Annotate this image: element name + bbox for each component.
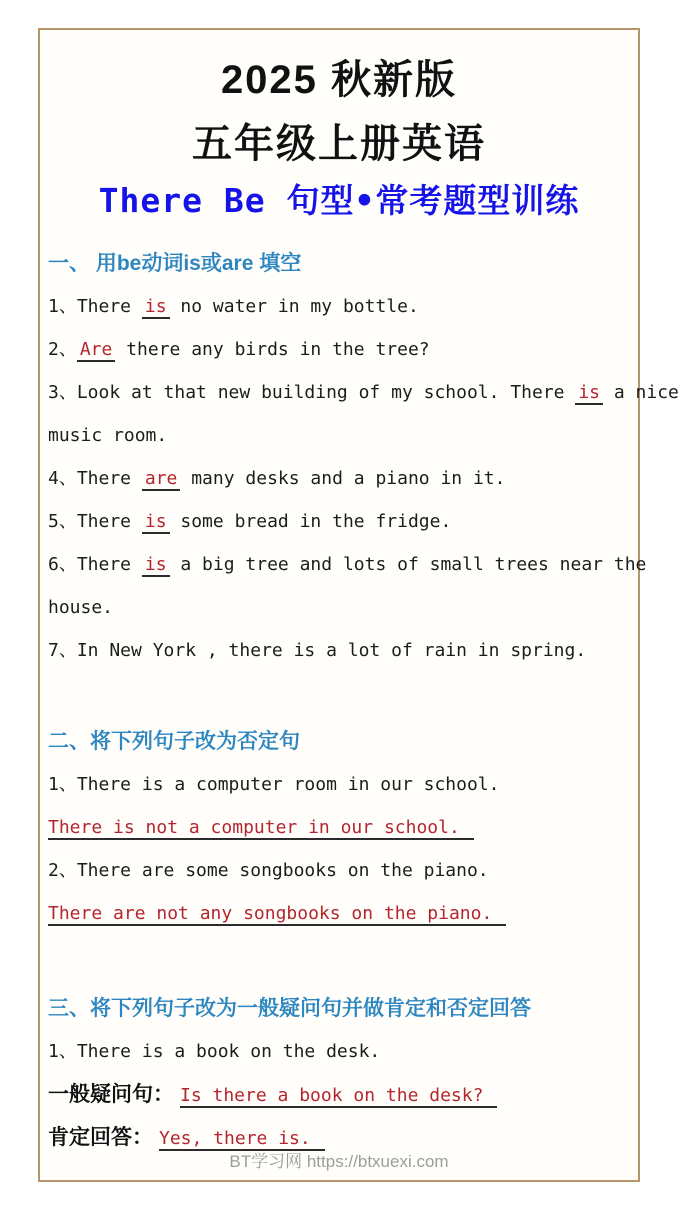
text-line <box>48 763 638 806</box>
sentence-text: some bread in the fridge. <box>169 511 452 532</box>
sentence-text: 3、Look at that new building of my school. There <box>48 382 576 403</box>
sentence-text: 1、There is a book on the desk. <box>48 1041 381 1062</box>
answer-line: Yes, there is. <box>159 1128 325 1151</box>
page-title-line2: 五年级上册英语 <box>192 122 486 166</box>
page-title-line1: 2025 秋新版 <box>220 58 458 102</box>
text-line <box>48 629 638 672</box>
sentence-text: music room. <box>48 425 168 446</box>
sentence-text: 7、In New York , there is a lot of rain in spring. <box>48 640 587 661</box>
sentence-text: 5、There <box>48 511 142 532</box>
sentence-text: house. <box>48 597 114 618</box>
sentence-text: 2、There are some songbooks on the piano. <box>48 860 489 881</box>
section <box>48 987 638 1159</box>
answer-inline: is <box>142 296 170 319</box>
footer-watermark: BT学习网 https://btxuexi.com <box>229 1152 449 1171</box>
sentence-text: no water in my bottle. <box>169 296 419 317</box>
answer-label: 一般疑问句： <box>48 1083 174 1106</box>
text-line <box>48 892 638 935</box>
answer-inline: is <box>142 554 170 577</box>
text-line <box>48 543 647 586</box>
page-subtitle: There Be 句型•常考题型训练 <box>98 181 580 220</box>
answer-line: There are not any songbooks on the piano. <box>48 903 506 926</box>
text-line <box>48 285 638 328</box>
answer-line: There is not a computer in our school. <box>48 817 474 840</box>
sentence-text: 1、There is a computer room in our school. <box>48 774 500 795</box>
worksheet-page <box>38 28 679 1182</box>
section <box>48 242 679 672</box>
sentence-text: a nice <box>603 382 679 403</box>
answer-inline: are <box>142 468 181 491</box>
text-line <box>48 500 638 543</box>
sections <box>40 242 679 1159</box>
section-heading: 三、将下列句子改为一般疑问句并做肯定和否定回答 <box>48 997 531 1020</box>
section-heading: 一、 用be动词is或are 填空 <box>48 252 302 275</box>
title-block <box>40 56 638 220</box>
text-line <box>48 414 638 457</box>
sentence-text: 6、There <box>48 554 142 575</box>
text-line <box>48 849 638 892</box>
sentence-text: there any birds in the tree? <box>115 339 430 360</box>
sentence-text: 4、There <box>48 468 142 489</box>
sentence-text: 2、 <box>48 339 77 360</box>
answer-inline: is <box>142 511 170 534</box>
answer-inline: Are <box>77 339 116 362</box>
text-line <box>48 328 638 371</box>
text-line <box>48 586 638 629</box>
text-line <box>48 1073 638 1116</box>
sentence-text: 1、There <box>48 296 142 317</box>
sentence-text: a big tree and lots of small trees near the <box>169 554 647 575</box>
text-line <box>48 371 679 414</box>
answer-label: 肯定回答： <box>48 1126 153 1149</box>
text-line <box>48 806 638 849</box>
section-heading: 二、将下列句子改为否定句 <box>48 730 300 753</box>
answer-inline: is <box>575 382 603 405</box>
section <box>48 720 638 935</box>
text-line <box>48 1030 638 1073</box>
sentence-text: many desks and a piano in it. <box>180 468 506 489</box>
text-line <box>48 457 638 500</box>
answer-line: Is there a book on the desk? <box>180 1085 497 1108</box>
